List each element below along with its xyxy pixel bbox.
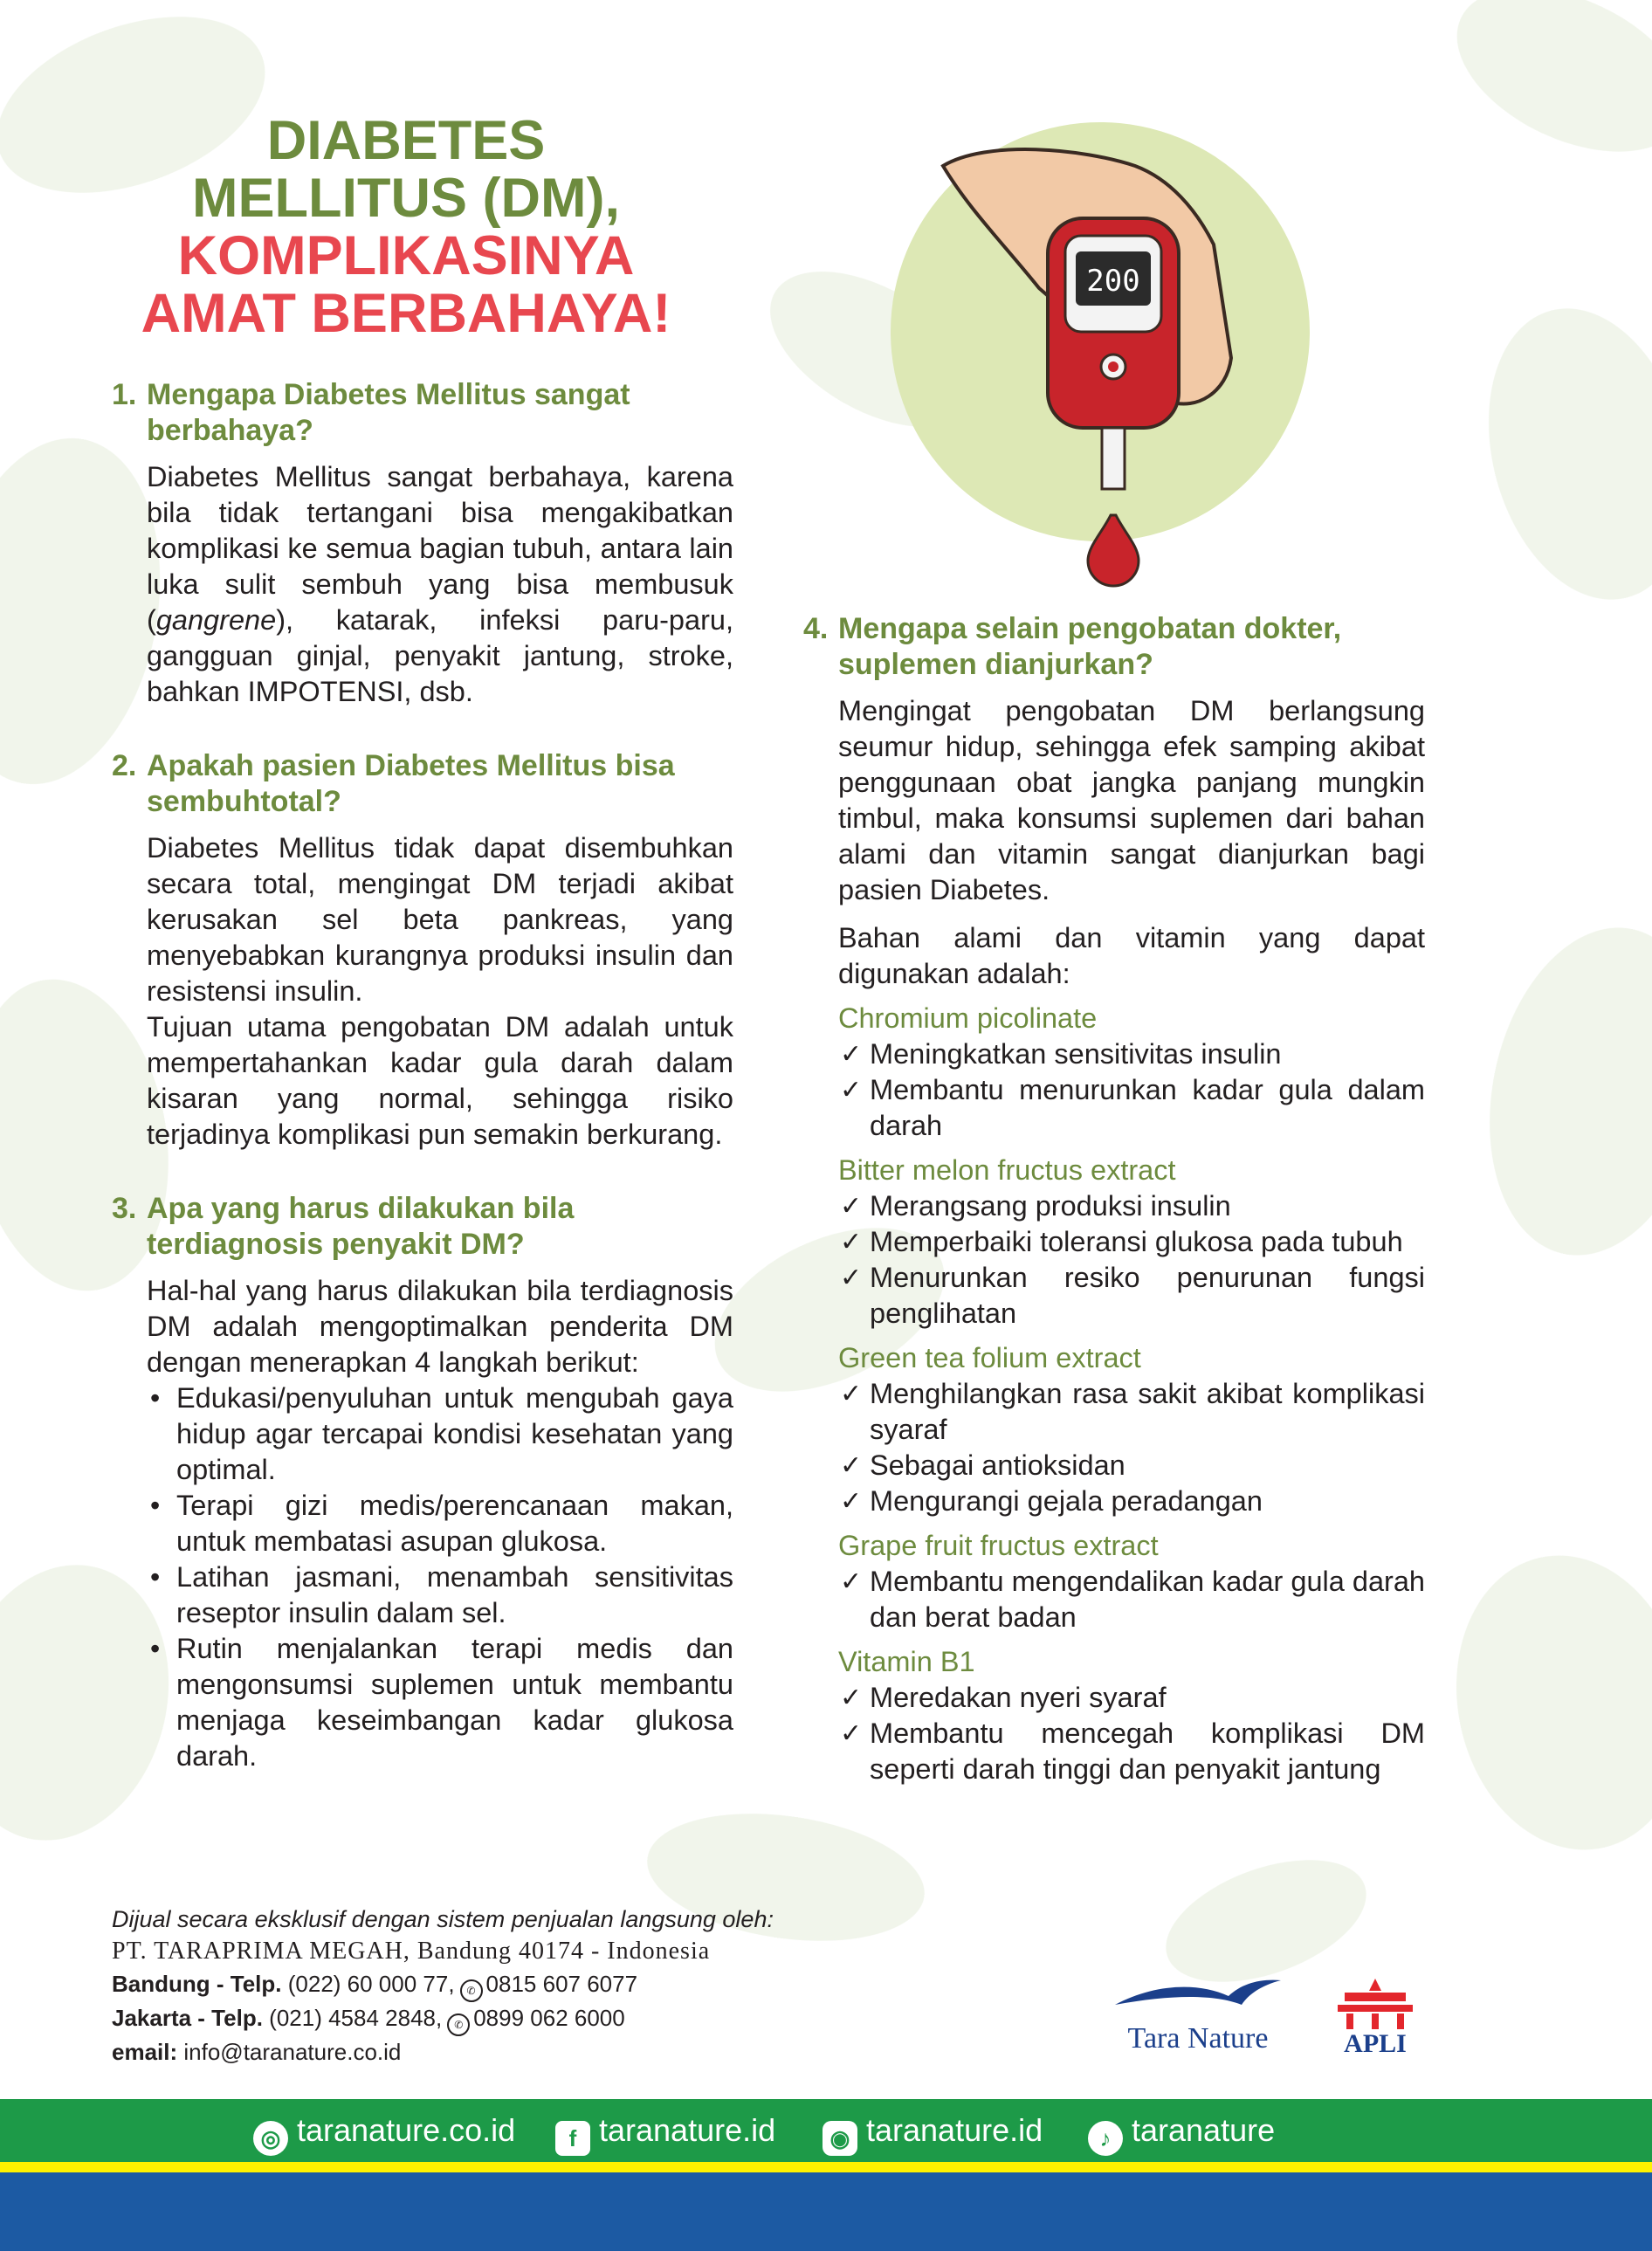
question-2-body-1: Diabetes Mellitus tidak dapat disembuhkan secara total, mengingat DM terjadi akibat kerusakan sel beta pankreas, yang menyebabkan kurangnya produksi insulin dan resistensi insulin.	[147, 832, 733, 1007]
jakarta-contact	[112, 2002, 810, 2036]
bandung-label: Bandung - Telp.	[112, 1971, 282, 1997]
question-1-body-part1: Diabetes Mellitus sangat berbahaya, karena bila tidak tertangani bisa mengakibatkan komplikasi ke semua bagian tubuh, antara lain luka sulit sembuh yang bisa membusuk (	[147, 461, 733, 636]
question-3-number: 3.	[112, 1192, 137, 1225]
bandung-whatsapp[interactable]: 0815 607 6077	[485, 1971, 638, 1997]
blue-stripe	[0, 2172, 1652, 2251]
list-item: • Edukasi/penyuluhan untuk mengubah gaya hidup agar tercapai kondisi kesehatan yang optimal.	[150, 1382, 733, 1485]
tara-nature-logo	[1102, 1975, 1294, 2062]
globe-icon: ◎	[253, 2121, 288, 2156]
ingredient-grape-fruit: Grape fruit fructus extract	[838, 1530, 1159, 1561]
right-column	[803, 611, 1425, 1787]
ingredient-green-tea: Green tea folium extract	[838, 1342, 1141, 1373]
list-item: ✓ Mengurangi gejala peradangan	[838, 1483, 1425, 1519]
tara-nature-text: Tara Nature	[1127, 2022, 1269, 2055]
instagram-icon: ◉	[823, 2121, 857, 2156]
question-4-body-2: Bahan alami dan vitamin yang dapat digunakan adalah:	[838, 922, 1425, 989]
list-item: • Terapi gizi medis/perencanaan makan, untuk membatasi asupan glukosa.	[150, 1490, 733, 1557]
facebook-text: taranature.id	[599, 2112, 776, 2148]
list-item: ✓ Membantu mengendalikan kadar gula darah dan berat badan	[840, 1566, 1425, 1633]
title-line-1: DIABETES	[266, 110, 546, 171]
question-3-title	[112, 1191, 733, 1263]
email-label: email:	[112, 2039, 178, 2065]
question-2-title	[112, 748, 733, 820]
question-4-body-1: Mengingat pengobatan DM berlangsung seumur hidup, sehingga efek samping akibat penggunaan obat jangka panjang mungkin timbul, maka konsumsi suplemen dari bahan alami dan vitamin sangat dianjurkan bagi pasien Diabetes.	[838, 695, 1425, 905]
website-text: taranature.co.id	[297, 2112, 516, 2148]
left-column	[112, 377, 733, 1813]
question-2-title-text: Apakah pasien Diabetes Mellitus bisa sembuhtotal?	[147, 749, 675, 818]
check-icon: ✓	[840, 1380, 863, 1408]
jakarta-label: Jakarta - Telp.	[112, 2005, 263, 2031]
social-instagram[interactable]	[823, 2111, 1043, 2150]
ingredient-chromium-benefits	[803, 1036, 1425, 1144]
facebook-icon: f	[555, 2121, 590, 2156]
question-1-title-text: Mengapa Diabetes Mellitus sangat berbahaya?	[147, 378, 630, 447]
question-1	[112, 377, 733, 710]
ingredient-green-tea-benefits	[803, 1376, 1425, 1519]
question-3-title-text: Apa yang harus dilakukan bila terdiagnosis penyakit DM?	[147, 1192, 575, 1261]
question-3	[112, 1191, 733, 1774]
question-3-steps	[112, 1380, 733, 1774]
bandung-contact	[112, 1968, 810, 2002]
whatsapp-icon: ✆	[447, 2014, 470, 2036]
apli-logo	[1327, 1975, 1423, 2071]
check-icon: ✓	[840, 1567, 863, 1596]
check-icon: ✓	[840, 1192, 863, 1221]
check-icon: ✓	[840, 1263, 863, 1292]
list-item: ✓ Membantu menurunkan kadar gula dalam darah	[840, 1074, 1425, 1141]
meter-reading: 200	[1086, 264, 1140, 299]
title-line-4: AMAT BERBAHAYA!	[141, 283, 671, 344]
list-item: ✓ Merangsang produksi insulin	[838, 1188, 1425, 1224]
tiktok-text: taranature	[1132, 2112, 1276, 2148]
bird-icon	[1111, 1975, 1285, 2019]
ingredient-grape-fruit-benefits	[803, 1564, 1425, 1635]
instagram-text: taranature.id	[866, 2112, 1043, 2148]
list-item: ✓ Sebagai antioksidan	[838, 1448, 1425, 1483]
question-1-body-italic: gangrene	[155, 604, 277, 636]
title-line-2: MELLITUS (DM),	[192, 168, 620, 229]
question-2-body-2: Tujuan utama pengobatan DM adalah untuk mempertahankan kadar gula darah dalam kisaran yang normal, sehingga risiko terjadinya komplikasi pun semakin berkurang.	[147, 1011, 733, 1150]
page-title	[105, 112, 707, 342]
ingredient-vitamin-b1: Vitamin B1	[838, 1646, 975, 1677]
check-icon: ✓	[840, 1228, 863, 1256]
list-item: ✓ Menghilangkan rasa sakit akibat komplikasi syaraf	[840, 1378, 1425, 1445]
list-item: • Rutin menjalankan terapi medis dan mengonsumsi suplemen untuk membantu menjaga keseimbangan kadar glukosa darah.	[150, 1633, 733, 1772]
title-line-3: KOMPLIKASINYA	[177, 225, 635, 286]
list-item: ✓ Meningkatkan sensitivitas insulin	[838, 1036, 1425, 1072]
question-1-body-part2: ), katarak, infeksi paru-paru, gangguan ginjal, penyakit jantung, stroke, bahkan IMPOTENSI, dsb.	[147, 604, 733, 707]
check-icon: ✓	[840, 1451, 863, 1480]
social-facebook[interactable]	[555, 2111, 775, 2150]
seller-intro: Dijual secara eksklusif dengan sistem penjualan langsung oleh:	[112, 1906, 774, 1932]
check-icon: ✓	[840, 1487, 863, 1516]
list-item: • Latihan jasmani, menambah sensitivitas reseptor insulin dalam sel.	[150, 1561, 733, 1628]
apli-emblem-icon	[1327, 1975, 1423, 2031]
check-icon: ✓	[840, 1040, 863, 1069]
company-name: PT. TARAPRIMA MEGAH, Bandung 40174 - Indonesia	[112, 1938, 711, 1965]
question-4-title	[803, 611, 1425, 683]
email-contact	[112, 2036, 810, 2068]
contact-info	[112, 1903, 810, 2068]
ingredient-vitamin-b1-benefits	[803, 1680, 1425, 1787]
list-item: ✓ Membantu mencegah komplikasi DM seperti darah tinggi dan penyakit jantung	[840, 1718, 1425, 1785]
list-item: ✓ Memperbaiki toleransi glukosa pada tubuh	[838, 1224, 1425, 1260]
check-icon: ✓	[840, 1683, 863, 1712]
apli-text: APLI	[1344, 2029, 1407, 2058]
list-item: ✓ Menurunkan resiko penurunan fungsi penglihatan	[840, 1262, 1425, 1329]
question-2-number: 2.	[112, 749, 137, 782]
check-icon: ✓	[840, 1076, 863, 1105]
question-1-title	[112, 377, 733, 449]
bandung-phone[interactable]: (022) 60 000 77,	[287, 1971, 455, 1997]
question-1-number: 1.	[112, 378, 137, 411]
question-1-body	[112, 459, 733, 710]
yellow-stripe	[0, 2162, 1652, 2172]
social-website[interactable]	[253, 2111, 515, 2150]
list-item: ✓ Meredakan nyeri syaraf	[838, 1680, 1425, 1716]
social-tiktok[interactable]	[1088, 2111, 1275, 2150]
glucose-meter-illustration	[882, 114, 1318, 602]
ingredient-chromium: Chromium picolinate	[838, 1002, 1098, 1034]
question-3-intro: Hal-hal yang harus dilakukan bila terdiagnosis DM adalah mengoptimalkan penderita DM dengan menerapkan 4 langkah berikut:	[147, 1275, 733, 1378]
jakarta-phone[interactable]: (021) 4584 2848,	[269, 2005, 443, 2031]
ingredient-bitter-melon-benefits	[803, 1188, 1425, 1332]
email-link[interactable]: info@taranature.co.id	[183, 2039, 402, 2065]
ingredient-bitter-melon: Bitter melon fructus extract	[838, 1154, 1176, 1186]
question-4-title-text: Mengapa selain pengobatan dokter, suplemen dianjurkan?	[838, 612, 1342, 681]
check-icon: ✓	[840, 1719, 863, 1748]
question-2	[112, 748, 733, 1153]
question-4-number: 4.	[803, 612, 829, 645]
jakarta-whatsapp[interactable]: 0899 062 6000	[473, 2005, 625, 2031]
tiktok-icon: ♪	[1088, 2121, 1123, 2156]
whatsapp-icon: ✆	[460, 1979, 483, 2002]
